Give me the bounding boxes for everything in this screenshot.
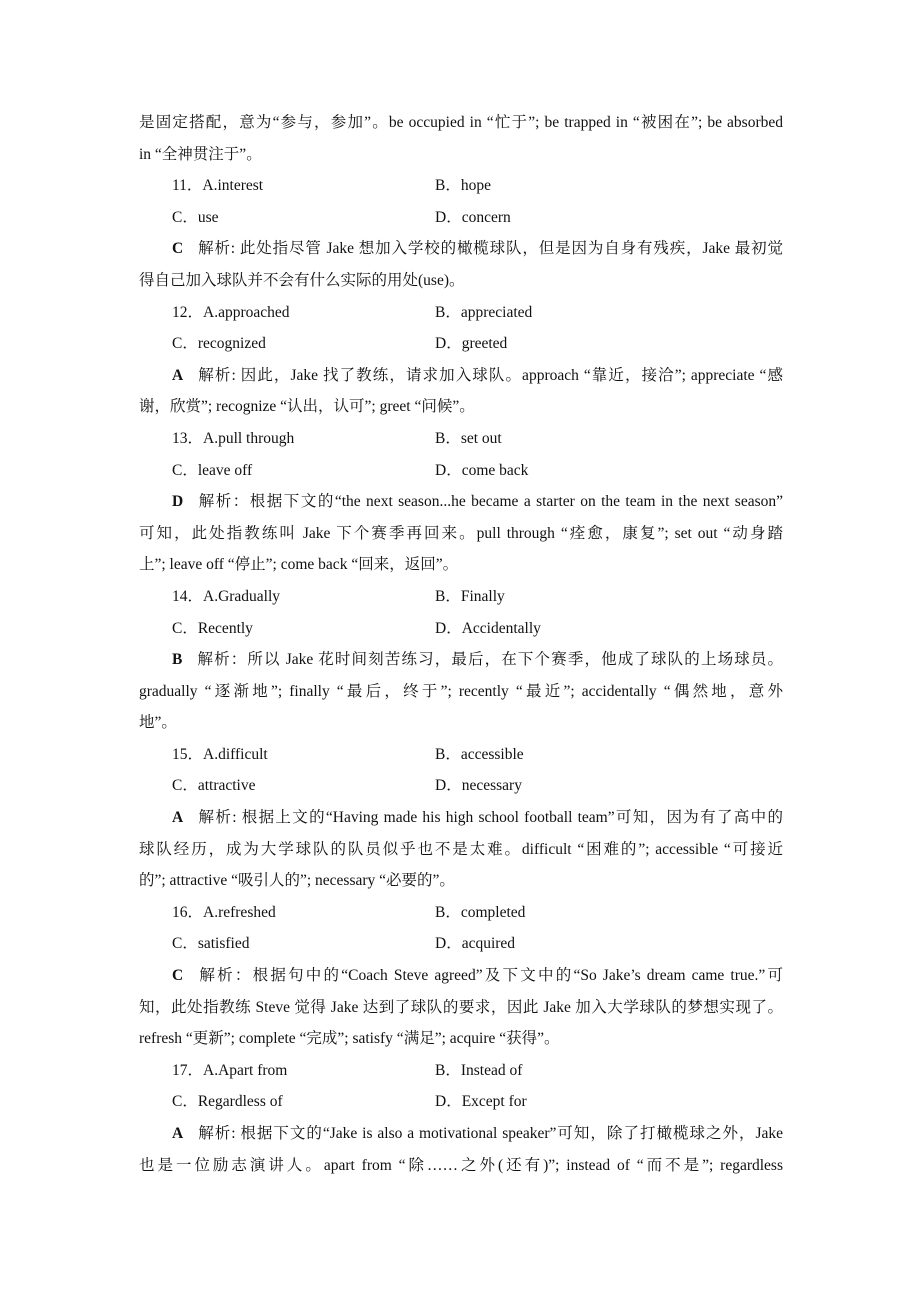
option-c: C．Regardless of: [172, 1093, 283, 1111]
option-a: 12．A.approached: [172, 303, 290, 321]
option-row: [139, 613, 783, 645]
option-row: [139, 1055, 783, 1087]
explanation-line: gradually “逐渐地”; finally “最后，终于”; recently “最近”; accidentally “偶然地，意外: [139, 682, 783, 700]
explanation-text: 解析: 根据下文的“Jake is also a motivational speaker”可知，除了打橄榄球之外，Jake: [197, 1125, 783, 1142]
explanation-line: 也是一位励志演讲人。apart from “除……之外(还有)”; instead of “而不是”; regardless: [139, 1156, 783, 1174]
option-d: D．Accidentally: [435, 619, 541, 637]
option-row: [139, 928, 783, 960]
option-d: D．acquired: [435, 935, 516, 953]
explanation-line: 得自己加入球队并不会有什么实际的用处(use)。: [139, 271, 465, 289]
explanation-text: 解析: 此处指尽管 Jake 想加入学校的橄榄球队，但是因为自身有残疾，Jake 最初觉: [197, 240, 783, 258]
answer-letter: D: [172, 493, 184, 511]
intro-line-1: 是固定搭配，意为“参与，参加”。be occupied in “忙于”; be trapped in “被困在”; be absorbed: [139, 114, 783, 131]
option-a: 15．A.difficult: [172, 745, 268, 763]
explanation-line: [139, 486, 783, 518]
explanation-line: 地”。: [139, 714, 177, 732]
option-row: [139, 202, 783, 234]
option-row: [139, 170, 783, 202]
explanation-line: [139, 360, 783, 392]
explanation-line: refresh “更新”; complete “完成”; satisfy “满足”; acquire “获得”。: [139, 1030, 560, 1048]
option-row: [139, 770, 783, 802]
option-row: [139, 328, 783, 360]
option-c: C．Recently: [172, 619, 253, 637]
option-b: B．Finally: [435, 587, 505, 605]
option-b: B．appreciated: [435, 303, 533, 321]
option-c: C．leave off: [172, 461, 253, 479]
option-a: 16．A.refreshed: [172, 903, 276, 921]
explanation-line: [139, 233, 783, 265]
explanation-line: 的”; attractive “吸引人的”; necessary “必要的”。: [139, 872, 455, 890]
answer-letter: A: [172, 1125, 184, 1142]
option-c: C．use: [172, 208, 219, 226]
explanation-line: [139, 960, 783, 992]
option-d: D．concern: [435, 208, 511, 226]
option-a: 11．A.interest: [172, 177, 264, 195]
option-b: B．hope: [435, 177, 491, 195]
explanation-line: 可知，此处指教练叫 Jake 下个赛季再回来。pull through “痊愈，康复”; set out “动身踏: [139, 524, 783, 542]
option-c: C．satisfied: [172, 935, 250, 953]
option-row: [139, 297, 783, 329]
explanation-line: [139, 644, 783, 676]
explanation-text: 解析：根据下文的“the next season...he became a starter on the team in the next season”: [197, 493, 783, 511]
option-b: B．Instead of: [435, 1061, 523, 1079]
explanation-line: 知，此处指教练 Steve 觉得 Jake 达到了球队的要求，因此 Jake 加入大学球队的梦想实现了。: [139, 998, 783, 1016]
document-page: [139, 107, 783, 1181]
option-c: C．recognized: [172, 335, 266, 353]
answer-letter: C: [172, 967, 184, 985]
option-b: B．set out: [435, 429, 502, 447]
option-d: D．necessary: [435, 777, 522, 795]
option-a: 13．A.pull through: [172, 429, 295, 447]
explanation-text: 解析：所以 Jake 花时间刻苦练习，最后，在下个赛季，他成了球队的上场球员。: [196, 651, 783, 669]
explanation-text: 解析: 因此，Jake 找了教练，请求加入球队。approach “靠近，接洽”; appreciate “感: [197, 366, 783, 384]
explanation-line: 球队经历，成为大学球队的队员似乎也不是太难。difficult “困难的”; accessible “可接近: [139, 840, 783, 858]
explanation-line: [139, 1118, 783, 1150]
answer-letter: B: [172, 651, 183, 669]
option-b: B．completed: [435, 903, 526, 921]
intro-line-2: in “全神贯注于”。: [139, 145, 262, 163]
option-a: 14．A.Gradually: [172, 587, 281, 605]
explanation-line: [139, 802, 783, 834]
option-row: [139, 897, 783, 929]
answer-letter: A: [172, 809, 184, 827]
option-row: [139, 739, 783, 771]
option-d: D．Except for: [435, 1093, 527, 1111]
explanation-line: 谢，欣赏”; recognize “认出，认可”; greet “问候”。: [139, 398, 475, 416]
option-row: [139, 581, 783, 613]
option-d: D．greeted: [435, 335, 508, 353]
option-row: [139, 1086, 783, 1118]
option-c: C．attractive: [172, 777, 256, 795]
explanation-text: 解析：根据句中的“Coach Steve agreed”及下文中的“So Jake’s dream came true.”可: [197, 967, 783, 985]
answer-letter: A: [172, 366, 184, 384]
option-b: B．accessible: [435, 745, 524, 763]
option-a: 17．A.Apart from: [172, 1061, 288, 1079]
explanation-text: 解析: 根据上文的“Having made his high school football team”可知，因为有了高中的: [197, 809, 783, 827]
option-row: [139, 455, 783, 487]
option-row: [139, 423, 783, 455]
explanation-line: 上”; leave off “停止”; come back “回来，返回”。: [139, 556, 459, 574]
option-d: D．come back: [435, 461, 529, 479]
answer-letter: C: [172, 240, 184, 258]
